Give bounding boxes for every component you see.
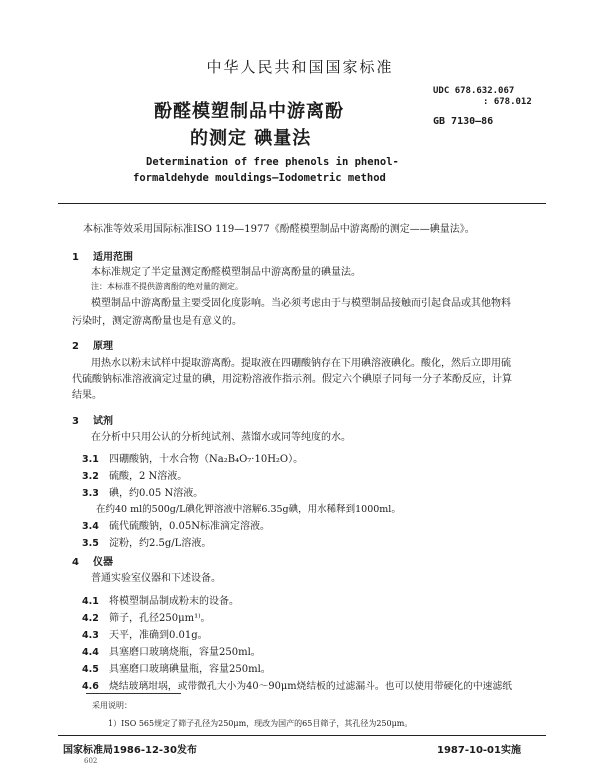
reagent-item: 3.3 碘，约0.05 N溶液。 xyxy=(82,488,204,499)
reagent-item: 3.2 硫酸，2 N溶液。 xyxy=(82,471,188,482)
section-4-heading xyxy=(72,553,113,568)
section-title: 适用范围 xyxy=(92,252,133,263)
title-line-1: 酚醛模塑制品中游离酚 xyxy=(154,101,344,122)
section-1-note: 注：本标准不提供游离酚的绝对量的测定。 xyxy=(91,282,243,291)
udc-code-2: : 678.012 xyxy=(483,97,532,107)
section-1-paragraph-2b: 污染时，测定游离酚量也是有意义的。 xyxy=(72,316,242,327)
gb-standard-number: GB 7130—86 xyxy=(433,116,494,127)
apparatus-item: 4.1 将模塑制品制成粉末的设备。 xyxy=(82,596,239,607)
apparatus-item: 4.6 烧结玻璃坩埚，或带微孔大小为40～90μm烧结板的过滤漏斗。也可以使用带硬化的中速滤纸 xyxy=(82,681,513,692)
effective-date: 1987-10-01实施 xyxy=(437,745,521,756)
issuing-authority-header: 中华人民共和国国家标准 xyxy=(206,58,394,76)
reagent-item: 3.1 四硼酸钠，十水合物（Na₂B₄O₇·10H₂O）。 xyxy=(82,454,304,465)
section-title: 仪器 xyxy=(92,557,113,568)
reagent-item-detail: 在约40 ml的500g/L碘化钾溶液中溶解6.35g碘，用水稀释到1000ml。 xyxy=(96,504,401,515)
english-title-line-1: Determination of free phenols in phenol- xyxy=(146,156,399,168)
reagent-item: 3.5 淀粉，约2.5g/L溶液。 xyxy=(82,538,212,549)
section-number: 1 xyxy=(72,252,79,263)
section-number: 3 xyxy=(72,416,79,427)
reagent-item: 3.4 硫代硫酸钠，0.05N标准滴定溶液。 xyxy=(82,521,271,532)
section-number: 2 xyxy=(72,341,79,352)
footnote-label: 采用说明： xyxy=(92,701,132,710)
section-3-intro: 在分析中只用公认的分析纯试剂、蒸馏水或同等纯度的水。 xyxy=(91,432,351,443)
apparatus-item: 4.4 具塞磨口玻璃烧瓶，容量250ml。 xyxy=(82,647,261,658)
section-2-line-1: 用热水以粉末试样中提取游离酚。提取液在四硼酸钠存在下用碘溶液碘化。酸化，然后立即用硫 xyxy=(91,358,511,369)
section-title: 原理 xyxy=(92,341,113,352)
english-title-line-2: formaldehyde mouldings—Iodometric method xyxy=(133,172,386,184)
section-2-line-2: 代硫酸钠标准溶液滴定过量的碘，用淀粉溶液作指示剂。假定六个碘原子同每一分子苯酚反应，计算 xyxy=(72,374,512,385)
section-1-paragraph-2a: 模塑制品中游离酚量主要受固化度影响。当必须考虑由于与模塑制品接触而引起食品或其他物料 xyxy=(91,298,511,309)
page-number: 602 xyxy=(84,757,98,765)
intro-paragraph: 本标准等效采用国际标准ISO 119—1977《酚醛模塑制品中游离酚的测定——碘量法》。 xyxy=(83,224,475,235)
footnote-divider xyxy=(86,693,181,694)
udc-code-1: UDC 678.632.067 xyxy=(433,86,515,96)
section-number: 4 xyxy=(72,557,79,568)
section-2-line-3: 结果。 xyxy=(72,390,102,401)
section-3-heading xyxy=(72,412,113,427)
apparatus-item: 4.5 具塞磨口玻璃碘量瓶，容量250ml。 xyxy=(82,664,271,675)
section-2-heading xyxy=(72,337,113,352)
title-line-2: 的测定 碘量法 xyxy=(190,128,312,149)
apparatus-item: 4.3 天平，准确到0.01g。 xyxy=(82,630,208,641)
section-1-paragraph-1: 本标准规定了半定量测定酚醛模塑制品中游离酚量的碘量法。 xyxy=(91,267,361,278)
issue-date: 国家标准局1986-12-30发布 xyxy=(63,745,197,756)
header-divider xyxy=(58,203,546,204)
section-4-intro: 普通实验室仪器和下述设备。 xyxy=(91,573,221,584)
section-1-heading xyxy=(72,248,133,263)
apparatus-item: 4.2 筛子，孔径250μm¹⁾。 xyxy=(82,613,211,624)
footnote-text: 1）ISO 565规定了筛子孔径为250μm，现改为国产的65目筛子，其孔径为250μm。 xyxy=(108,719,413,728)
section-title: 试剂 xyxy=(92,416,113,427)
footer-divider xyxy=(58,735,546,736)
